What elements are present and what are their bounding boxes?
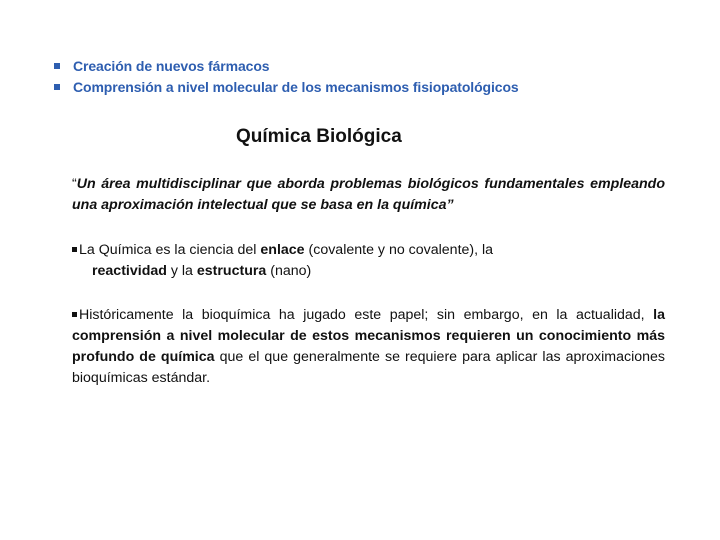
quote-text: Un área multidisciplinar que aborda problemas biológicos fundamentales empleando una aproximación intelectual que se basa en la química” — [72, 176, 665, 213]
bullet-text: Comprensión a nivel molecular de los mecanismos fisiopatológicos — [73, 78, 519, 95]
p1-bold-estructura: estructura — [196, 263, 267, 279]
p2-text-2: que el que generalmente se requiere para aplicar las aproximaciones bioquímicas estándar. — [72, 349, 665, 386]
square-bullet-icon — [72, 247, 77, 252]
bullet-item-farmacos — [52, 55, 692, 76]
p1-text-4: (nano) — [266, 263, 312, 279]
paragraph-historia — [72, 305, 665, 389]
p1-text-3: y la — [166, 263, 197, 279]
p2-text-1: Históricamente la bioquímica ha jugado este papel; sin embargo, en la actualidad, — [79, 307, 654, 323]
definition-quote — [72, 174, 665, 216]
square-bullet-icon — [54, 84, 60, 90]
quote-open-mark: “ — [72, 176, 77, 192]
p1-text-2: (covalente y no covalente), la — [304, 242, 494, 258]
square-bullet-icon — [54, 63, 60, 69]
p2-bold-comprension: la comprensión a nivel molecular de estos mecanismos requieren un conocimiento más profundo de química — [72, 307, 665, 365]
p1-bold-enlace: enlace — [260, 242, 305, 258]
paragraph-enlace — [72, 240, 665, 282]
p1-text-1: La Química es la ciencia del — [79, 242, 261, 258]
bullet-item-comprension — [52, 76, 692, 97]
p1-bold-reactividad: reactividad — [92, 263, 167, 279]
slide-title: Química Biológica — [236, 126, 402, 147]
square-bullet-icon — [72, 312, 77, 317]
top-bullet-list — [52, 55, 692, 97]
p1-line-2 — [72, 261, 665, 282]
bullet-text: Creación de nuevos fármacos — [73, 57, 270, 74]
